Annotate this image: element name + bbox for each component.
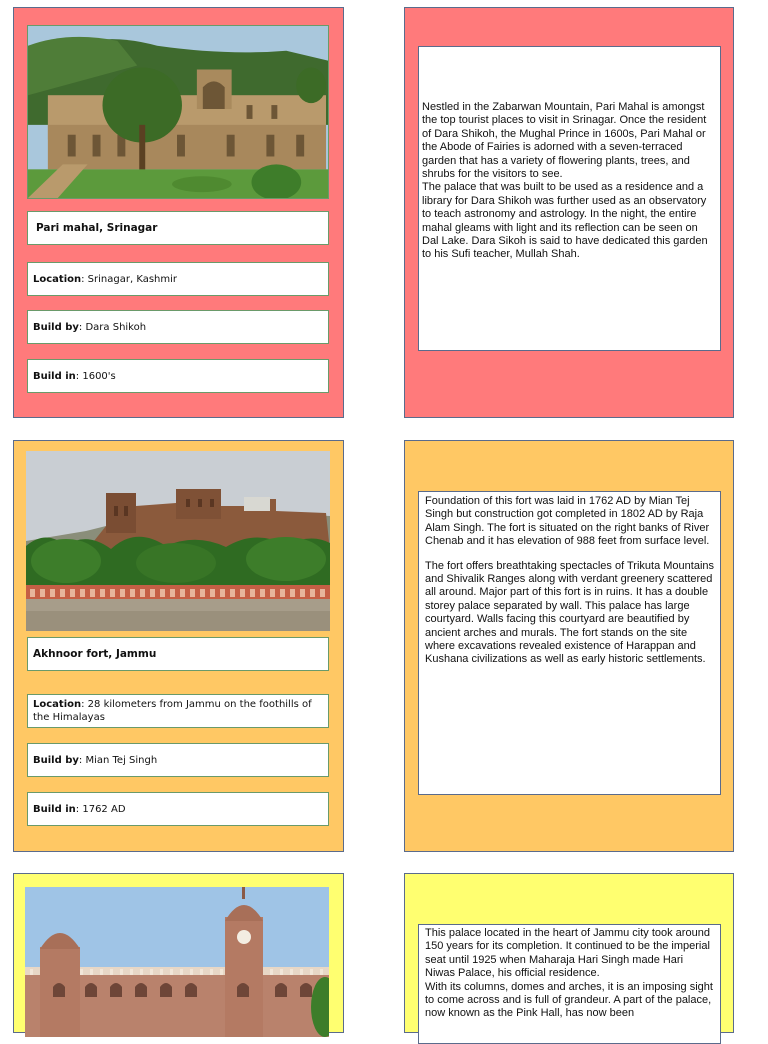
location-field [27,262,329,296]
description-paragraph: This palace located in the heart of Jammu city took around 150 years for its completion. It continued to be the imperial seat until 1925 when Maharaja Hari Singh made Hari Niwas Palace, his official residence. [425,927,710,980]
location-field [27,694,329,728]
monument-name-field [27,211,329,245]
pari-mahal-photo [27,25,329,199]
monument-name: Pari mahal, Srinagar [36,221,158,234]
info-card-akhnoor-fort [13,440,344,852]
monument-name-field [27,637,329,671]
build-in-label: Build in [33,370,76,382]
build-by-label: Build by [33,754,79,766]
location-label: Location [33,273,82,285]
location-value: : 28 kilometers from Jammu on the foothills of the Himalayas [33,699,312,723]
build-by-field [27,310,329,344]
description-paragraph: Foundation of this fort was laid in 1762 AD by Mian Tej Singh but construction got completed in 1802 AD by Raja Alam Singh. The fort is situated on the right banks of River Chenab and it has elevation of 988 feet from surface level. [425,495,710,548]
description-card-pari-mahal [404,7,734,418]
location-label: Location [33,699,82,710]
description-box [418,46,721,351]
description-card-akhnoor-fort [404,440,734,852]
description-box [418,924,721,1044]
description-paragraph: Nestled in the Zabarwan Mountain, Pari Mahal is amongst the top tourist places to visit in Srinagar. Once the resident of Dara Shikoh, the Mughal Prince in 1600s, Pari Mahal or the Abode of Fairies is adorned with a seven-terraced garden that has a variety of flowering plants, trees, and shrubs for the visitors to see. [422,101,707,181]
build-in-value: : 1600's [75,370,116,382]
build-in-field [27,792,329,826]
build-by-value: : Mian Tej Singh [78,754,158,766]
build-in-value: : 1762 AD [75,803,126,815]
build-by-value: : Dara Shikoh [78,321,147,333]
palace-photo [25,887,329,1037]
location-value: : Srinagar, Kashmir [81,273,178,285]
description-paragraph: The fort offers breathtaking spectacles of Trikuta Mountains and Shivalik Ranges along with verdant greenery scattered all around. Major part of this fort is in ruins. It has a double storey palace separated by wall. This palace has large courtyard. Walls facing this courtyard are beautified by ancient arches and murals. The fort stands on the site where excavations revealed existence of Harappan and Kushana civilizations as well as early historic settlements. [425,559,715,666]
description-paragraph: With its columns, domes and arches, it is an imposing sight to come across and is full of grandeur. A part of the palace, now known as the Pink Hall, has now been [425,980,713,1020]
monument-name: Akhnoor fort, Jammu [33,647,157,660]
build-by-label: Build by [33,321,79,333]
description-card-jammu-palace [404,873,734,1033]
info-card-jammu-palace [13,873,344,1033]
info-card-pari-mahal [13,7,344,418]
akhnoor-fort-photo [26,451,330,631]
build-by-field [27,743,329,777]
build-in-label: Build in [33,803,76,815]
build-in-field [27,359,329,393]
description-box [418,491,721,795]
description-paragraph: The palace that was built to be used as a residence and a library for Dara Shikoh was further used as an observatory to teach astronomy and astrology. In the night, the entire mahal gleams with light and its reflection can be seen on Dal Lake. Dara Sikoh is said to have dedicated this garden to his Sufi teacher, Mullah Shah. [422,181,708,261]
